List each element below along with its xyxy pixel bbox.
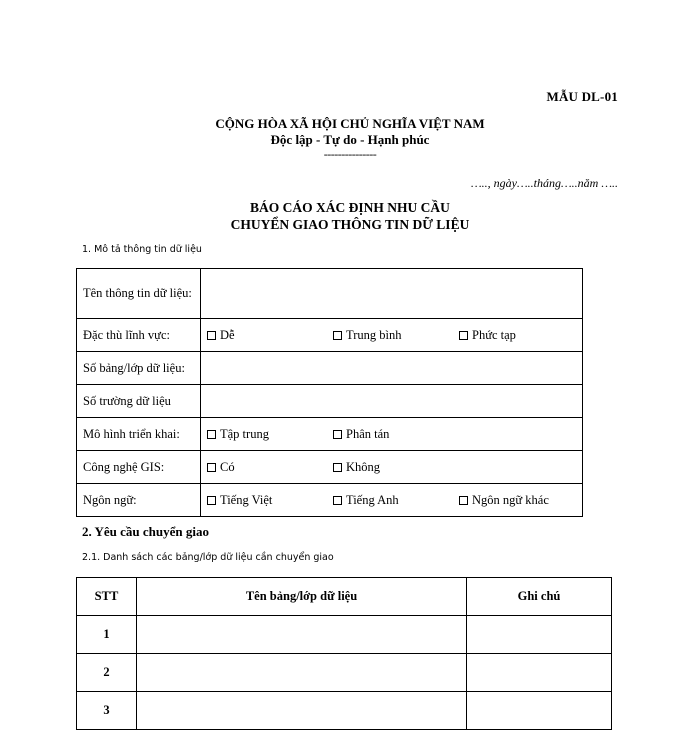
note-cell[interactable] [467, 654, 612, 692]
checkbox-option[interactable] [207, 493, 333, 508]
section2-heading: 2. Yêu cầu chuyển giao [82, 524, 209, 539]
header-divider: --------------- [323, 147, 377, 161]
checkbox-option[interactable] [333, 460, 459, 475]
table-name-cell[interactable] [137, 654, 467, 692]
row-label: Ngôn ngữ: [77, 484, 201, 517]
table-row [77, 616, 612, 654]
checkbox-icon[interactable] [207, 430, 216, 439]
row-value-cell [201, 451, 583, 484]
col-header-table-name: Tên bảng/lớp dữ liệu [137, 578, 467, 616]
option-group [207, 328, 576, 343]
form-code: MẪU DL-01 [546, 89, 618, 104]
row-label: Số bảng/lớp dữ liệu: [77, 352, 201, 385]
row-value-cell[interactable] [201, 269, 583, 319]
checkbox-option[interactable] [459, 328, 516, 343]
checkbox-option[interactable] [459, 493, 549, 508]
checkbox-label: Phân tán [346, 426, 390, 441]
table-row [77, 352, 583, 385]
col-header-note: Ghi chú [467, 578, 612, 616]
row-value-cell[interactable] [201, 352, 583, 385]
note-cell[interactable] [467, 692, 612, 730]
table-row [77, 385, 583, 418]
checkbox-label: Ngôn ngữ khác [472, 492, 549, 507]
checkbox-icon[interactable] [333, 463, 342, 472]
row-number: 1 [77, 616, 137, 654]
table-name-cell[interactable] [137, 616, 467, 654]
checkbox-label: Trung bình [346, 327, 402, 342]
checkbox-icon[interactable] [207, 496, 216, 505]
checkbox-option[interactable] [207, 328, 333, 343]
row-value-cell [201, 418, 583, 451]
checkbox-icon[interactable] [207, 463, 216, 472]
transfer-list-table [76, 577, 612, 730]
checkbox-icon[interactable] [459, 331, 468, 340]
checkbox-option[interactable] [333, 493, 459, 508]
motto: Độc lập - Tự do - Hạnh phúc [270, 132, 430, 147]
checkbox-icon[interactable] [333, 331, 342, 340]
checkbox-label: Dễ [220, 327, 235, 342]
report-title-line2: CHUYỂN GIAO THÔNG TIN DỮ LIỆU [230, 217, 470, 232]
row-label: Mô hình triển khai: [77, 418, 201, 451]
checkbox-option[interactable] [207, 427, 333, 442]
checkbox-label: Không [346, 459, 381, 474]
checkbox-icon[interactable] [333, 430, 342, 439]
checkbox-option[interactable] [333, 427, 459, 442]
table-row [77, 484, 583, 517]
table-row [77, 269, 583, 319]
row-label: Số trường dữ liệu [77, 385, 201, 418]
row-value-cell [201, 319, 583, 352]
row-number: 3 [77, 692, 137, 730]
date-line: ….., ngày…..tháng…..năm ….. [470, 176, 618, 190]
row-value-cell[interactable] [201, 385, 583, 418]
checkbox-label: Phức tạp [472, 327, 516, 342]
col-header-stt: STT [77, 578, 137, 616]
checkbox-option[interactable] [207, 460, 333, 475]
checkbox-icon[interactable] [333, 496, 342, 505]
section1-heading: 1. Mô tả thông tin dữ liệu [82, 244, 202, 255]
option-group [207, 427, 576, 442]
checkbox-label: Tiếng Việt [220, 492, 273, 507]
checkbox-option[interactable] [333, 328, 459, 343]
checkbox-label: Tiếng Anh [346, 492, 399, 507]
row-label: Công nghệ GIS: [77, 451, 201, 484]
checkbox-icon[interactable] [207, 331, 216, 340]
table-row [77, 654, 612, 692]
table-row [77, 451, 583, 484]
checkbox-label: Có [220, 459, 235, 474]
option-group [207, 460, 576, 475]
option-group [207, 493, 576, 508]
table-row [77, 418, 583, 451]
checkbox-icon[interactable] [459, 496, 468, 505]
checkbox-label: Tập trung [220, 426, 269, 441]
row-number: 2 [77, 654, 137, 692]
row-label: Đặc thù lĩnh vực: [77, 319, 201, 352]
nation-name: CỘNG HÒA XÃ HỘI CHỦ NGHĨA VIỆT NAM [215, 116, 485, 131]
report-title-line1: BÁO CÁO XÁC ĐỊNH NHU CẦU [250, 200, 450, 215]
table-name-cell[interactable] [137, 692, 467, 730]
row-label: Tên thông tin dữ liệu: [77, 269, 201, 319]
data-description-table [76, 268, 583, 517]
table-row [77, 319, 583, 352]
table-row [77, 692, 612, 730]
row-value-cell [201, 484, 583, 517]
note-cell[interactable] [467, 616, 612, 654]
section2-1-heading: 2.1. Danh sách các bảng/lớp dữ liệu cần chuyển giao [82, 552, 334, 563]
